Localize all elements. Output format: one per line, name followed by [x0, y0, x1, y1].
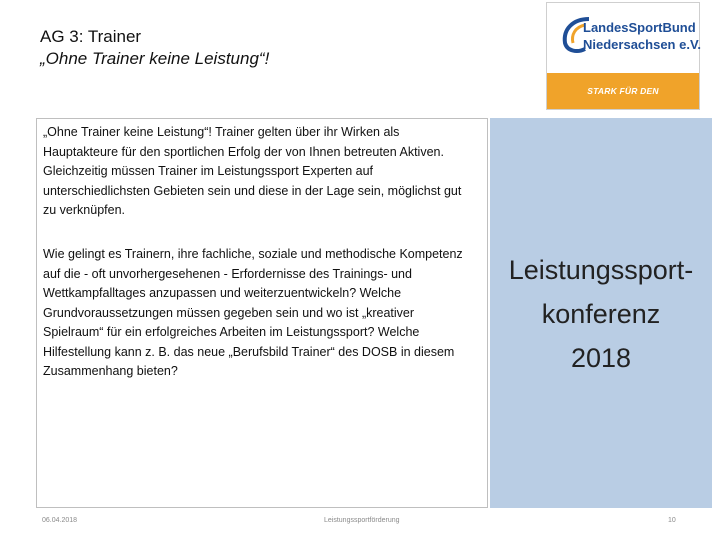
- logo-text: [583, 19, 701, 53]
- conference-line-1: Leistungssport-: [508, 255, 694, 285]
- conference-year: 2018: [570, 343, 632, 373]
- footer-center-text: Leistungssportförderung: [324, 517, 400, 524]
- conference-panel: [490, 118, 712, 508]
- slide-title: [40, 26, 520, 70]
- paragraph-1: „Ohne Trainer keine Leistung“! Trainer gelten über ihr Wirken als Hauptakteure für den sportlichen Erfolg der von Ihnen betreuten Aktiven. Gleichzeitig müssen Trainer im Leistungssport Experten auf unterschiedlichsten Gebieten sein und diese in der Lage sein, möglichst gut zu verknüpfen.: [43, 125, 462, 217]
- paragraph-2: Wie gelingt es Trainern, ihre fachliche, soziale und methodische Kompetenz auf die - oft unvorhergesehenen - Erfordernisse des Trainings- und Wettkampfalltages anzupassen und weiterzuentwickeln? Welche Grundvoraussetzungen müssen gegeben sein und wo ist „kreativer Spielraum“ für ein erfolgreiches Arbeiten im Leistungssport? Welche Hilfestellung kann z. B. das neue „Berufsbild Trainer“ des DOSB in diesem Zusammenhang bieten?: [43, 247, 463, 378]
- text-box: [36, 118, 488, 508]
- title-line-2: „Ohne Trainer keine Leistung“!: [40, 49, 270, 68]
- footer-page-number: 10: [668, 517, 676, 524]
- logo-tagline: STARK FÜR DEN: [547, 73, 699, 109]
- logo-line-2: Niedersachsen e.V.: [583, 37, 702, 52]
- logo-line-1: LandesSportBund: [583, 20, 696, 35]
- title-line-1: AG 3: Trainer: [40, 27, 142, 46]
- lsb-logo: [546, 2, 700, 110]
- footer-date: 06.04.2018: [42, 517, 78, 524]
- conference-line-2: konferenz: [541, 299, 661, 329]
